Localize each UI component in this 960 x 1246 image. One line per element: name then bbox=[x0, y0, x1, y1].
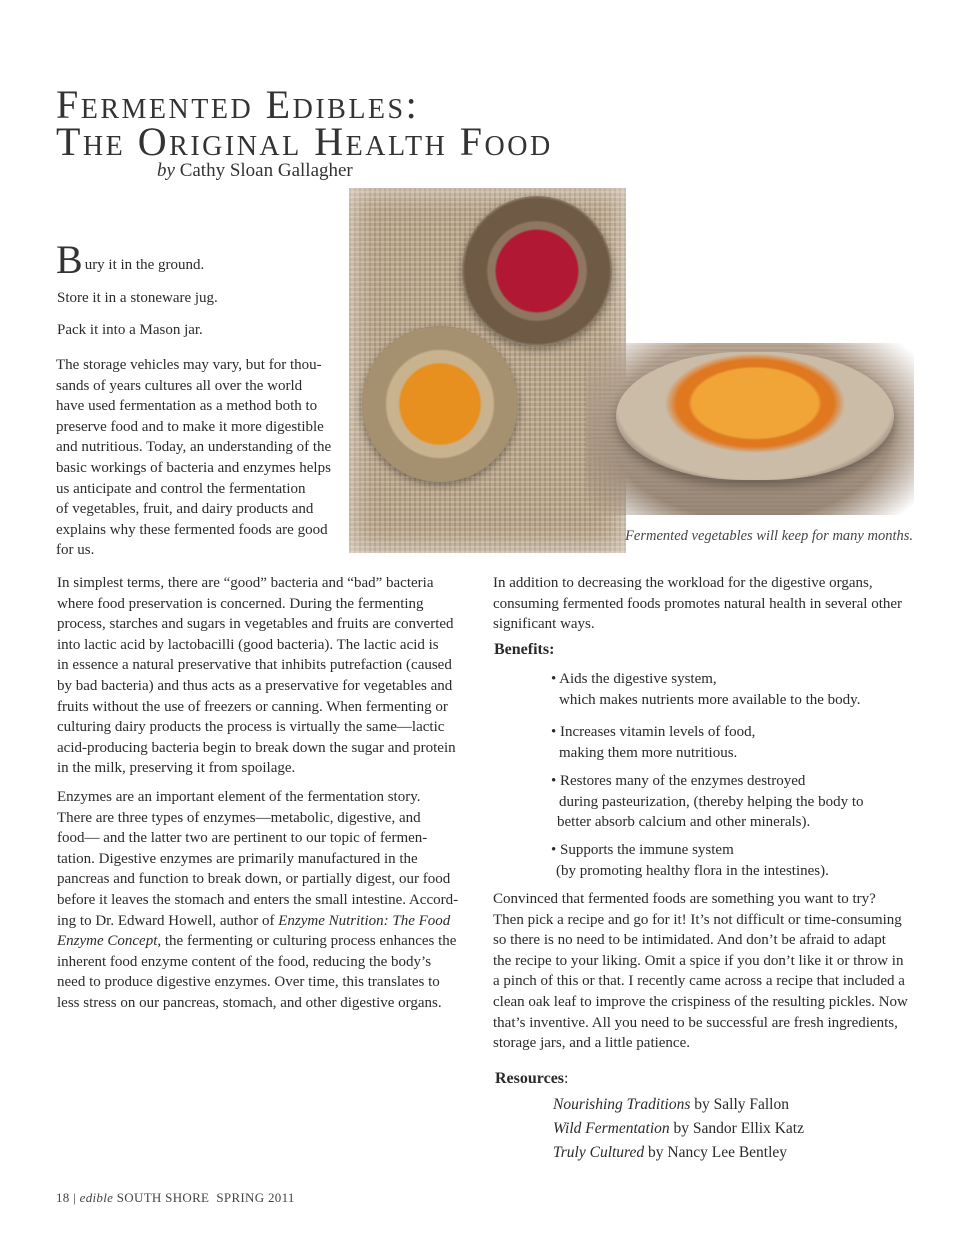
resource-item bbox=[553, 1120, 804, 1138]
text-line: preserve food and to make it more digestible bbox=[56, 418, 324, 435]
text-line: basic workings of bacteria and enzymes helps bbox=[56, 459, 331, 476]
text-line: during pasteurization, (thereby helping the body to bbox=[559, 793, 864, 810]
text-line: explains why these fermented foods are good bbox=[56, 521, 328, 538]
text-line: making them more nutritious. bbox=[559, 744, 738, 761]
book-title: Enzyme Nutrition: The Food bbox=[278, 912, 451, 929]
col1-paragraph-2 bbox=[57, 787, 472, 1014]
text-line: in essence a natural preservative that inhibits putrefaction (caused bbox=[57, 657, 452, 674]
text-line: • Increases vitamin levels of food, bbox=[551, 724, 756, 740]
text-line: In addition to decreasing the workload for the digestive organs, bbox=[493, 575, 873, 591]
footer-separator: | bbox=[73, 1190, 77, 1205]
resource-author: by Sandor Ellix Katz bbox=[669, 1120, 804, 1137]
text-line: us anticipate and control the fermentation bbox=[56, 480, 306, 497]
benefit-item bbox=[551, 722, 911, 763]
text-line: before it leaves the stomach and enters the small intestine. Accord- bbox=[57, 891, 459, 908]
byline-author: Cathy Sloan Gallagher bbox=[179, 160, 353, 181]
text-line: There are three types of enzymes—metabolic, digestive, and bbox=[57, 809, 421, 826]
text-span: , the fermenting or culturing process enhances the bbox=[157, 933, 457, 950]
footer-edible: edible bbox=[79, 1190, 114, 1205]
text-line: so there is no need to be intimidated. And don’t be afraid to adapt bbox=[493, 932, 886, 949]
text-line: pancreas and function to break down, or partially digest, our food bbox=[57, 871, 451, 888]
text-line: clean oak leaf to improve the crispiness of the resulting pickles. Now bbox=[493, 993, 908, 1010]
benefit-item bbox=[551, 840, 911, 881]
text-line: less stress on our pancreas, stomach, and other digestive organs. bbox=[57, 994, 442, 1011]
resources-heading-text: Resources bbox=[495, 1070, 565, 1087]
text-line: need to produce digestive enzymes. Over time, this translates to bbox=[57, 974, 440, 991]
resources-heading bbox=[495, 1070, 568, 1088]
text-line: sands of years cultures all over the world bbox=[56, 377, 303, 394]
text-line: inherent food enzyme content of the food, reducing the body’s bbox=[57, 953, 432, 970]
intro-line-2: Store it in a stoneware jug. bbox=[57, 290, 218, 306]
page-number: 18 bbox=[56, 1190, 70, 1205]
col2-paragraph-1 bbox=[493, 573, 918, 635]
text-line: into lactic acid by lactobacilli (good bacteria). The lactic acid is bbox=[57, 636, 439, 653]
text-line: significant ways. bbox=[493, 616, 595, 633]
resource-item bbox=[553, 1096, 789, 1114]
text-line: Enzymes are an important element of the fermentation story. bbox=[57, 789, 421, 805]
text-line: the recipe to your liking. Omit a spice if you don’t like it or throw in bbox=[493, 952, 904, 969]
text-line: culturing dairy products the process is virtually the same—lactic bbox=[57, 719, 445, 736]
text-line bbox=[57, 931, 472, 952]
benefit-item bbox=[551, 669, 911, 710]
text-line: • Aids the digestive system, bbox=[551, 671, 717, 687]
text-line: a pinch of this or that. I recently came across a recipe that included a bbox=[493, 973, 905, 990]
text-line: acid-producing bacteria begin to break down the sugar and protein bbox=[57, 739, 456, 756]
title-line-1: Fermented Edibles: bbox=[56, 82, 420, 127]
resource-title: Wild Fermentation bbox=[553, 1120, 670, 1137]
text-span: ing to Dr. Edward Howell, author of bbox=[57, 912, 279, 929]
photo-caption: Fermented vegetables will keep for many months. bbox=[625, 528, 913, 544]
text-line: • Supports the immune system bbox=[551, 842, 734, 858]
text-line: and nutritious. Today, an understanding of the bbox=[56, 439, 332, 456]
resources-colon: : bbox=[564, 1070, 569, 1087]
text-line: In simplest terms, there are “good” bacteria and “bad” bacteria bbox=[57, 575, 434, 591]
text-line bbox=[57, 911, 472, 932]
text-line: better absorb calcium and other minerals). bbox=[557, 814, 811, 831]
text-line: food— and the latter two are pertinent to our topic of fermen- bbox=[57, 830, 428, 847]
intro-line-1 bbox=[56, 237, 205, 282]
text-line: (by promoting healthy flora in the intestines). bbox=[556, 862, 829, 879]
resource-author: by Nancy Lee Bentley bbox=[644, 1144, 788, 1161]
intro-paragraph bbox=[56, 355, 348, 561]
resource-title: Truly Cultured bbox=[553, 1144, 645, 1161]
text-line: that’s inventive. All you need to be successful are fresh ingredients, bbox=[493, 1014, 898, 1031]
red-vegetable-bowl-image bbox=[462, 196, 612, 346]
resource-author: by Sally Fallon bbox=[690, 1096, 789, 1113]
book-title: Enzyme Concept bbox=[57, 933, 158, 950]
orange-vegetable-bowl-image bbox=[362, 326, 518, 482]
text-line: where food preservation is concerned. During the fermenting bbox=[57, 595, 424, 612]
resource-title: Nourishing Traditions bbox=[553, 1096, 691, 1113]
article-title bbox=[56, 82, 553, 164]
text-line: Then pick a recipe and go for it! It’s not difficult or time-consuming bbox=[493, 911, 902, 928]
drop-cap: B bbox=[56, 237, 83, 282]
footer-publication: SOUTH SHORE SPRING 2011 bbox=[116, 1190, 295, 1205]
col1-paragraph-1 bbox=[57, 573, 472, 779]
intro-line-1-text: ury it in the ground. bbox=[84, 257, 205, 273]
col2-paragraph-2 bbox=[493, 889, 918, 1054]
byline bbox=[157, 160, 353, 182]
benefits-heading: Benefits: bbox=[494, 641, 555, 658]
byline-by: by bbox=[157, 160, 175, 181]
text-line: by bad bacteria) and thus acts as a preservative for vegetables and bbox=[57, 677, 453, 694]
text-line: tation. Digestive enzymes are primarily manufactured in the bbox=[57, 850, 418, 867]
sauerkraut-bowl-image bbox=[616, 352, 894, 480]
text-line: process, starches and sugars in vegetables and fruits are converted bbox=[57, 616, 454, 633]
text-line: • Restores many of the enzymes destroyed bbox=[551, 773, 806, 789]
text-line: The storage vehicles may vary, but for thou- bbox=[56, 357, 322, 373]
text-line: which makes nutrients more available to the body. bbox=[559, 691, 861, 708]
resource-item bbox=[553, 1144, 787, 1162]
page-footer bbox=[56, 1190, 295, 1206]
text-line: in the milk, preserving it from spoilage. bbox=[57, 760, 296, 777]
text-line: for us. bbox=[56, 542, 95, 559]
text-line: of vegetables, fruit, and dairy products and bbox=[56, 501, 314, 518]
text-line: Convinced that fermented foods are something you want to try? bbox=[493, 891, 876, 907]
title-line-2: The Original Health Food bbox=[56, 119, 553, 164]
intro-line-3: Pack it into a Mason jar. bbox=[57, 322, 203, 338]
text-line: have used fermentation as a method both to bbox=[56, 398, 318, 415]
benefit-item bbox=[551, 771, 911, 833]
text-line: fruits without the use of freezers or canning. When fermenting or bbox=[57, 698, 448, 715]
text-line: storage jars, and a little patience. bbox=[493, 1035, 690, 1052]
text-line: consuming fermented foods promotes natural health in several other bbox=[493, 595, 903, 612]
